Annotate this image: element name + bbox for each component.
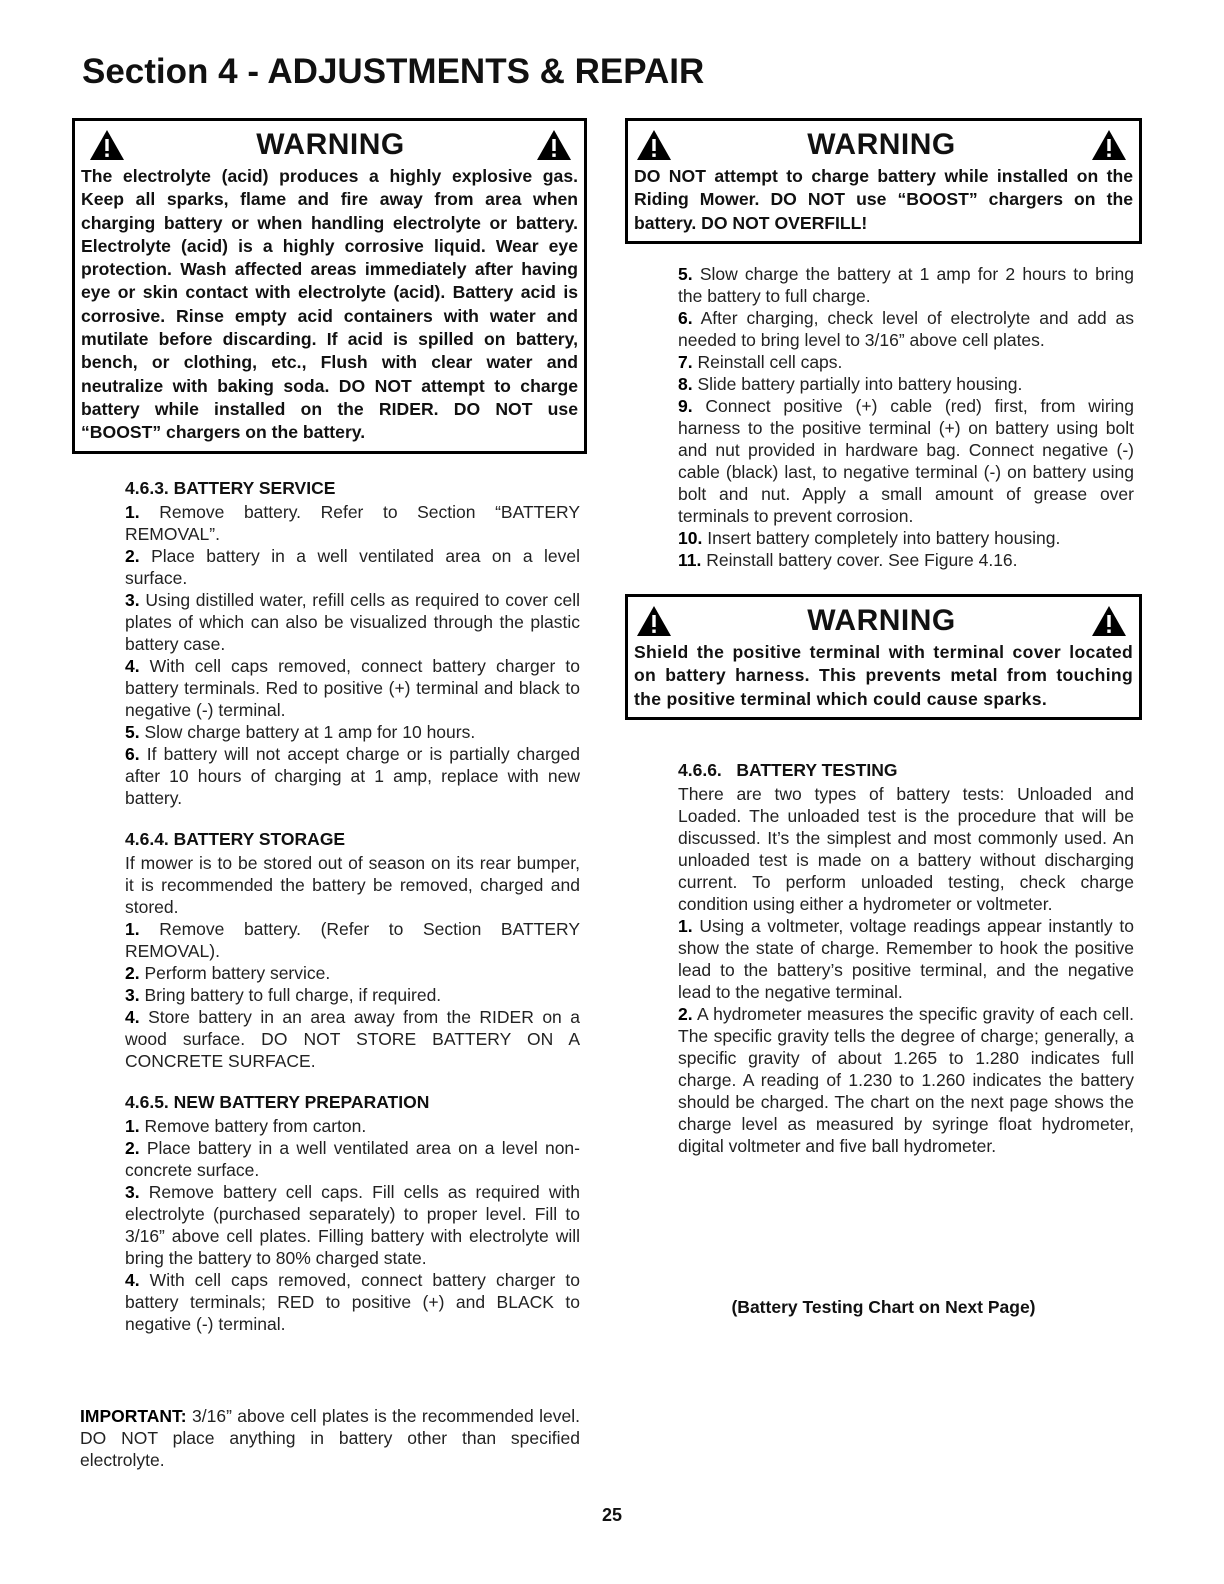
step: 1. Remove battery from carton. [125,1116,367,1136]
warning-triangle-icon [536,129,572,161]
step: 4. With cell caps removed, connect battery charger to battery terminals. Red to positive (+) terminal and black to negative (-) terminal. [125,656,580,720]
step: 1. Using a voltmeter, voltage readings appear instantly to show the state of charge. Remember to hook the positive lead to the battery’s positive terminal, and the negative lead to the negative terminal. [678,916,1134,1002]
step: 4. Store battery in an area away from the RIDER on a wood surface. DO NOT STORE BATTERY ON A CONCRETE SURFACE. [125,1007,580,1071]
step: 2. Place battery in a well ventilated area on a level surface. [125,546,580,588]
warning-heading: WARNING [256,128,405,161]
important-label: IMPORTANT: [80,1406,187,1426]
warning-text: Shield the positive terminal with terminal cover located on battery harness. This prevents metal from touching the positive terminal which could cause sparks. [634,642,1133,709]
battery-storage-steps [125,918,580,1072]
left-text-column [125,478,580,1335]
warning-text: DO NOT attempt to charge battery while installed on the Riding Mower. DO NOT use “BOOST” chargers on the battery. DO NOT OVERFILL! [634,166,1133,233]
section-heading-new-battery: 4.6.5. NEW BATTERY PREPARATION [125,1092,430,1112]
warning-triangle-icon [636,605,672,637]
section-heading-battery-storage: 4.6.4. BATTERY STORAGE [125,829,346,849]
left-column [72,118,587,454]
step: 4. With cell caps removed, connect battery charger to battery terminals; RED to positive (+) and BLACK to negative (-) terminal. [125,1270,580,1334]
warning-triangle-icon [636,129,672,161]
step: 3. Bring battery to full charge, if required. [125,985,442,1005]
warning-text: The electrolyte (acid) produces a highly explosive gas. Keep all sparks, flame and fire away from area when charging battery or when handling electrolyte or battery. Electrolyte (acid) is a highly corrosive liquid. Wear eye protection. Wash affected areas immediately after having eye or skin contact with electrolyte (acid). Battery acid is corrosive. Rinse empty acid containers with water and mutilate before discarding. If acid is spilled on battery, bench, or clothing, etc., Flush with clear water and neutralize with baking soda. DO NOT attempt to charge battery while installed on the RIDER. DO NOT use “BOOST” chargers on the battery. [81,166,578,443]
step: 5. Slow charge the battery at 1 amp for 2 hours to bring the battery to full charge. [678,264,1134,306]
warning-heading: WARNING [807,128,956,161]
step: 8. Slide battery partially into battery housing. [678,374,1023,394]
right-column [625,118,1142,244]
warning-heading: WARNING [807,604,956,637]
section-heading-battery-testing: 4.6.6. BATTERY TESTING [678,760,898,780]
warning-triangle-icon [1091,129,1127,161]
right-column-mid [625,594,1142,720]
battery-service-steps [125,501,580,809]
step: 7. Reinstall cell caps. [678,352,843,372]
step: 6. After charging, check level of electrolyte and add as needed to bring level to 3/16” above cell plates. [678,308,1134,350]
important-note [80,1405,580,1471]
step: 5. Slow charge battery at 1 amp for 10 hours. [125,722,476,742]
step: 3. Using distilled water, refill cells as required to cover cell plates of which can also be visualized through the plastic battery case. [125,590,580,654]
warning-triangle-icon [89,129,125,161]
page-number: 25 [601,1505,623,1525]
step: 6. If battery will not accept charge or is partially charged after 10 hours of charging at 1 amp, replace with new battery. [125,744,580,808]
warning-box-terminal [625,594,1142,720]
step: 2. A hydrometer measures the specific gravity of each cell. The specific gravity tells the degree of charge; generally, a specific gravity of about 1.265 to 1.280 indicates full charge. A reading of 1.230 to 1.260 indicates the battery should be charged. The chart on the next page shows the charge level as measured by syringe float hydrometer, digital voltmeter and five ball hydrometer. [678,1004,1134,1156]
step: 10. Insert battery completely into battery housing. [678,528,1061,548]
step: 2. Place battery in a well ventilated area on a level non-concrete surface. [125,1138,580,1180]
step: 3. Remove battery cell caps. Fill cells as required with electrolyte (purchased separately) to proper level. Fill to 3/16” above cell plates. Filling battery with electrolyte will bring the battery to 80% charged state. [125,1182,580,1268]
step: 1. Remove battery. Refer to Section “BATTERY REMOVAL”. [125,502,580,544]
page-title: Section 4 - ADJUSTMENTS & REPAIR [82,52,705,91]
battery-testing-intro: There are two types of battery tests: Unloaded and Loaded. The unloaded test is the procedure that will be discussed. It’s the simplest and most commonly used. An unloaded test is made on a battery without discharging current. To perform unloaded testing, check charge condition using either a hydrometer or voltmeter. [678,784,1134,914]
battery-storage-intro: If mower is to be stored out of season on its rear bumper, it is recommended the battery be removed, charged and stored. [125,853,580,917]
step: 2. Perform battery service. [125,963,331,983]
chart-reference-note: (Battery Testing Chart on Next Page) [731,1297,1036,1317]
chart-reference [625,1297,1142,1318]
step: 11. Reinstall battery cover. See Figure 4.16. [678,550,1018,570]
warning-box-charging [625,118,1142,244]
new-battery-steps [125,1115,580,1335]
important-text: 3/16” above cell plates is the recommended level. DO NOT place anything in battery other than specified electrolyte. [80,1406,580,1470]
step: 1. Remove battery. (Refer to Section BATTERY REMOVAL). [125,919,580,961]
battery-testing-section [678,760,1134,1157]
continued-steps [678,263,1134,571]
warning-box-electrolyte [72,118,587,454]
section-heading-battery-service: 4.6.3. BATTERY SERVICE [125,478,336,498]
warning-triangle-icon [1091,605,1127,637]
step: 9. Connect positive (+) cable (red) first, from wiring harness to the positive terminal (+) on battery using bolt and nut provided in hardware bag. Connect negative (-) cable (black) last, to negative terminal (-) on battery using bolt and nut. Apply a small amount of grease over terminals to prevent corrosion. [678,396,1134,526]
